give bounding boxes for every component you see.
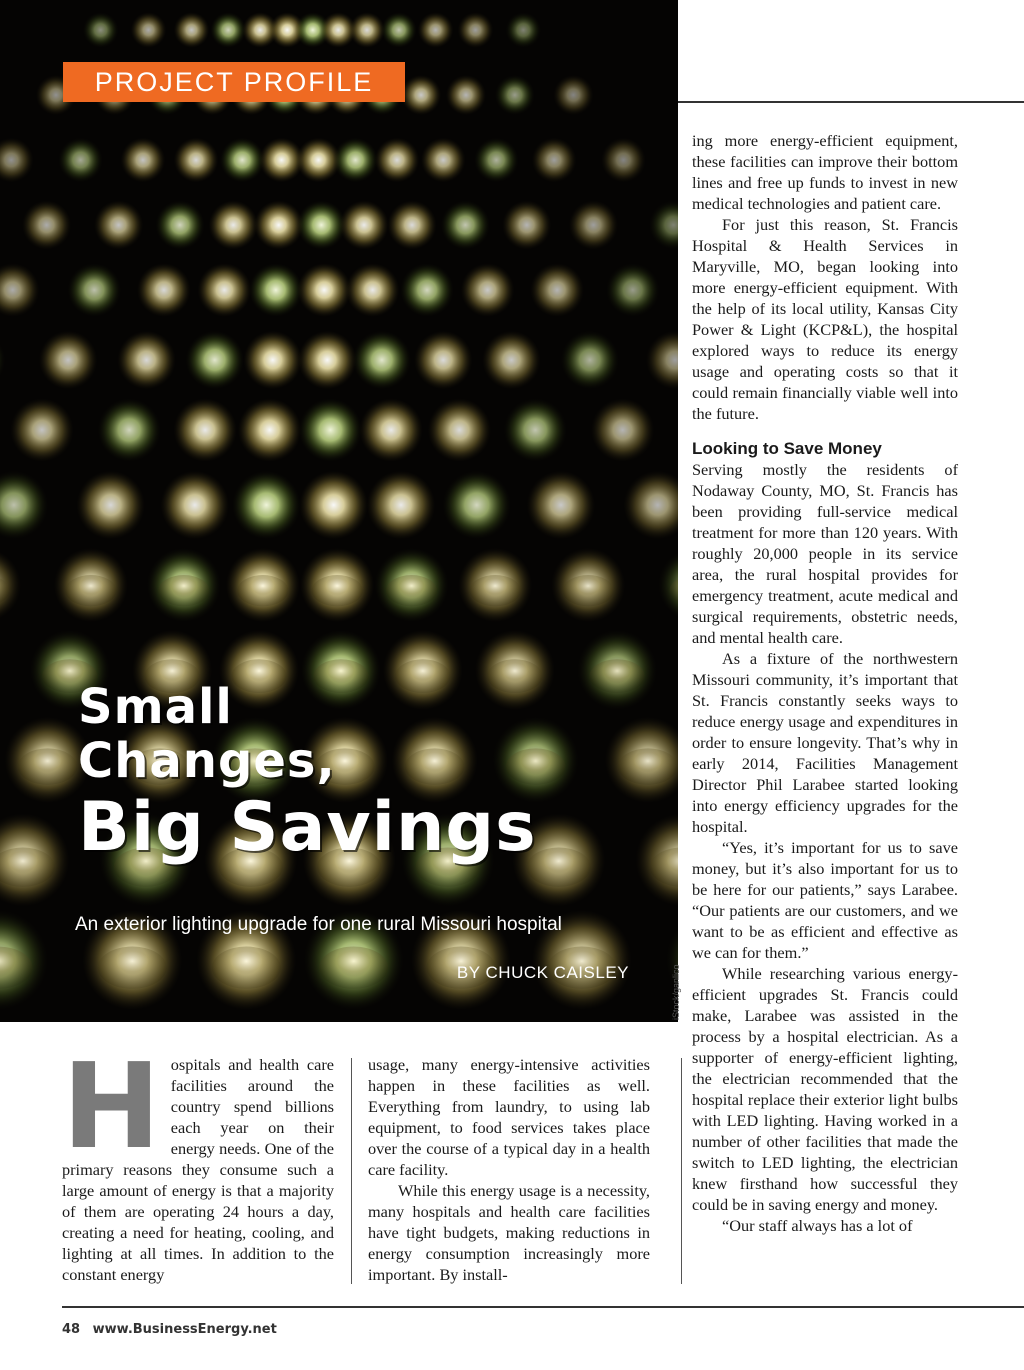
led-lights-illustration (0, 0, 678, 1022)
deck-subtitle: An exterior lighting upgrade for one rural Missouri hospital (75, 914, 562, 935)
led-light (551, 548, 625, 622)
led-light (635, 814, 678, 907)
led-light (0, 138, 34, 183)
led-light (220, 138, 265, 183)
hero-photo (0, 0, 678, 1022)
led-light (569, 200, 618, 249)
led-light (121, 138, 166, 183)
led-light (68, 263, 122, 317)
paragraph: ing more energy-efficient equipment, these facilities can improve their bottom lines and free up funds to invest in new medical technologies and patient care. (692, 131, 958, 213)
led-light (606, 263, 660, 317)
led-light (226, 548, 300, 622)
footer-rule (62, 1306, 1024, 1308)
photo-credit: iStock/ganlico (671, 964, 681, 1020)
led-light (198, 263, 252, 317)
led-light (474, 138, 519, 183)
led-light (339, 200, 388, 249)
led-light (458, 12, 494, 48)
led-light (58, 138, 103, 183)
led-light (244, 331, 302, 389)
paragraph: While this energy usage is a necessity, many hospitals and health care facilities have tight budgets, making reductions in energy consumption increasingly more important. By install- (368, 1181, 650, 1284)
led-light (505, 12, 541, 48)
led-light (238, 398, 301, 461)
led-light (591, 398, 654, 461)
led-light (623, 471, 678, 539)
led-light (441, 200, 490, 249)
led-light (155, 200, 204, 249)
headline-line-1: Small (78, 679, 233, 735)
led-light (117, 331, 175, 389)
led-light (527, 471, 595, 539)
led-light (375, 138, 420, 183)
led-light (83, 12, 119, 48)
led-light (504, 398, 567, 461)
website-url: www.BusinessEnergy.net (92, 1322, 277, 1337)
led-light (39, 331, 97, 389)
led-light (186, 331, 244, 389)
paragraph: “Our staff always has a lot of (722, 1216, 913, 1235)
byline: BY CHUCK CAISLEY (456, 963, 629, 982)
headline (78, 680, 537, 868)
led-light (458, 548, 532, 622)
led-light (232, 471, 300, 539)
led-light (601, 138, 646, 183)
led-light (605, 717, 678, 803)
led-light (561, 331, 619, 389)
paragraph: usage, many energy-intensive activities happen in these facilities as well. Everything from laundry, to using lab equipment, to food services takes place over the course of a typical day in a health care facility. (368, 1055, 650, 1179)
led-light (428, 398, 491, 461)
column-divider (681, 1058, 682, 1284)
led-light (174, 138, 219, 183)
led-light (0, 814, 69, 907)
led-light (446, 75, 486, 115)
paragraph: Serving mostly the residents of Nodaway County, MO, St. Francis has been providing full-service medical treatment for more than 120 years. With roughly 20,000 people in its service area, the rural hospital provides for emergency treatment, acute medical and surgical requirements, obstetric needs, and mental health care. (692, 460, 958, 647)
led-light (646, 331, 678, 389)
led-light (298, 331, 356, 389)
led-light (414, 331, 472, 389)
led-light (137, 263, 191, 317)
led-light (482, 331, 540, 389)
led-light (649, 200, 678, 249)
led-light (94, 200, 143, 249)
led-light (0, 910, 48, 1010)
led-light (353, 331, 411, 389)
paragraph: For just this reason, St. Francis Hospital & Health Services in Maryville, MO, began looking into more energy-efficient equipment. With the help of its local utility, Kansas City Power & Light (KCP&L), the hospital explored ways to reduce its energy usage and operating costs so that it could remain financially viable well into the future. (692, 215, 958, 423)
led-light (209, 200, 258, 249)
led-light (349, 12, 385, 48)
led-light (54, 548, 128, 622)
article-column-2 (368, 1054, 650, 1285)
led-light (502, 200, 551, 249)
paragraph: While researching various energy-efficient upgrades St. Francis could make, Larabee was assisted in the process by a hospital electrician. As a supporter of energy-efficient lighting, the electrician recommended that the hospital replace their exterior light bulbs with LED lighting. Having worked in a number of other facilities that made the switch to LED lighting, the electrician knew firsthand how successful they could be in saving energy and money. (692, 964, 958, 1214)
led-light (174, 12, 210, 48)
led-light (147, 548, 221, 622)
led-light (553, 75, 593, 115)
led-light (495, 75, 535, 115)
led-light (400, 263, 454, 317)
drop-cap: H (62, 1037, 161, 1175)
led-light (532, 138, 577, 183)
led-light (0, 548, 21, 622)
led-light (98, 398, 161, 461)
top-rule (678, 101, 1024, 103)
led-light (442, 471, 510, 539)
led-light (375, 548, 449, 622)
subheading: Looking to Save Money (692, 439, 882, 458)
led-light (300, 548, 374, 622)
led-light (10, 398, 73, 461)
page-footer (62, 1322, 277, 1337)
page-number: 48 (62, 1322, 81, 1337)
headline-line-3: Big Savings (78, 788, 537, 867)
paragraph: “Yes, it’s important for us to save money, but it’s also important for us to be here for our patients,” says Larabee. “Our patients are our customers, and we want to be as efficient and effective as we can for them.” (692, 838, 958, 962)
headline-line-2: Changes, (78, 733, 336, 789)
led-light (333, 138, 378, 183)
led-light (418, 12, 454, 48)
led-light (387, 200, 436, 249)
led-light (161, 471, 229, 539)
led-light (297, 263, 351, 317)
led-light (346, 263, 400, 317)
led-light (131, 12, 167, 48)
led-light (0, 331, 5, 389)
paragraph: As a fixture of the northwestern Missouri community, it’s important that St. Francis constantly seeks ways to reduce energy usage and expenditures in order to ensure longevity. That’s why in early 2014, Facilities Management Director Phil Larabee started looking into energy efficiency upgrades for the hospital. (692, 649, 958, 836)
section-label: PROJECT PROFILE (63, 62, 405, 102)
led-light (249, 263, 303, 317)
led-light (421, 138, 466, 183)
led-light (76, 471, 144, 539)
led-light (299, 398, 362, 461)
led-light (381, 12, 417, 48)
led-light (254, 200, 303, 249)
column-divider (351, 1058, 352, 1284)
led-light (658, 548, 678, 622)
paragraph: ospitals and health care facilities around the country spend billions each year on their energy needs. One of the primary reasons they consume such a large amount of energy is that a majority of them are operating 24 hours a day, creating a need for heating, cooling, and lighting at all times. In addition to the constant energy (62, 1055, 334, 1284)
led-light (173, 398, 236, 461)
led-light (577, 630, 657, 710)
led-light (367, 471, 435, 539)
article-column-3 (692, 130, 958, 1236)
led-light (530, 263, 584, 317)
article-column-1 (62, 1037, 334, 1285)
led-light (22, 200, 71, 249)
led-light (299, 471, 367, 539)
led-light (359, 398, 422, 461)
led-light (401, 75, 441, 115)
led-light (0, 471, 48, 539)
led-light (461, 263, 515, 317)
led-light (0, 263, 39, 317)
led-light (297, 200, 346, 249)
led-light (210, 12, 246, 48)
